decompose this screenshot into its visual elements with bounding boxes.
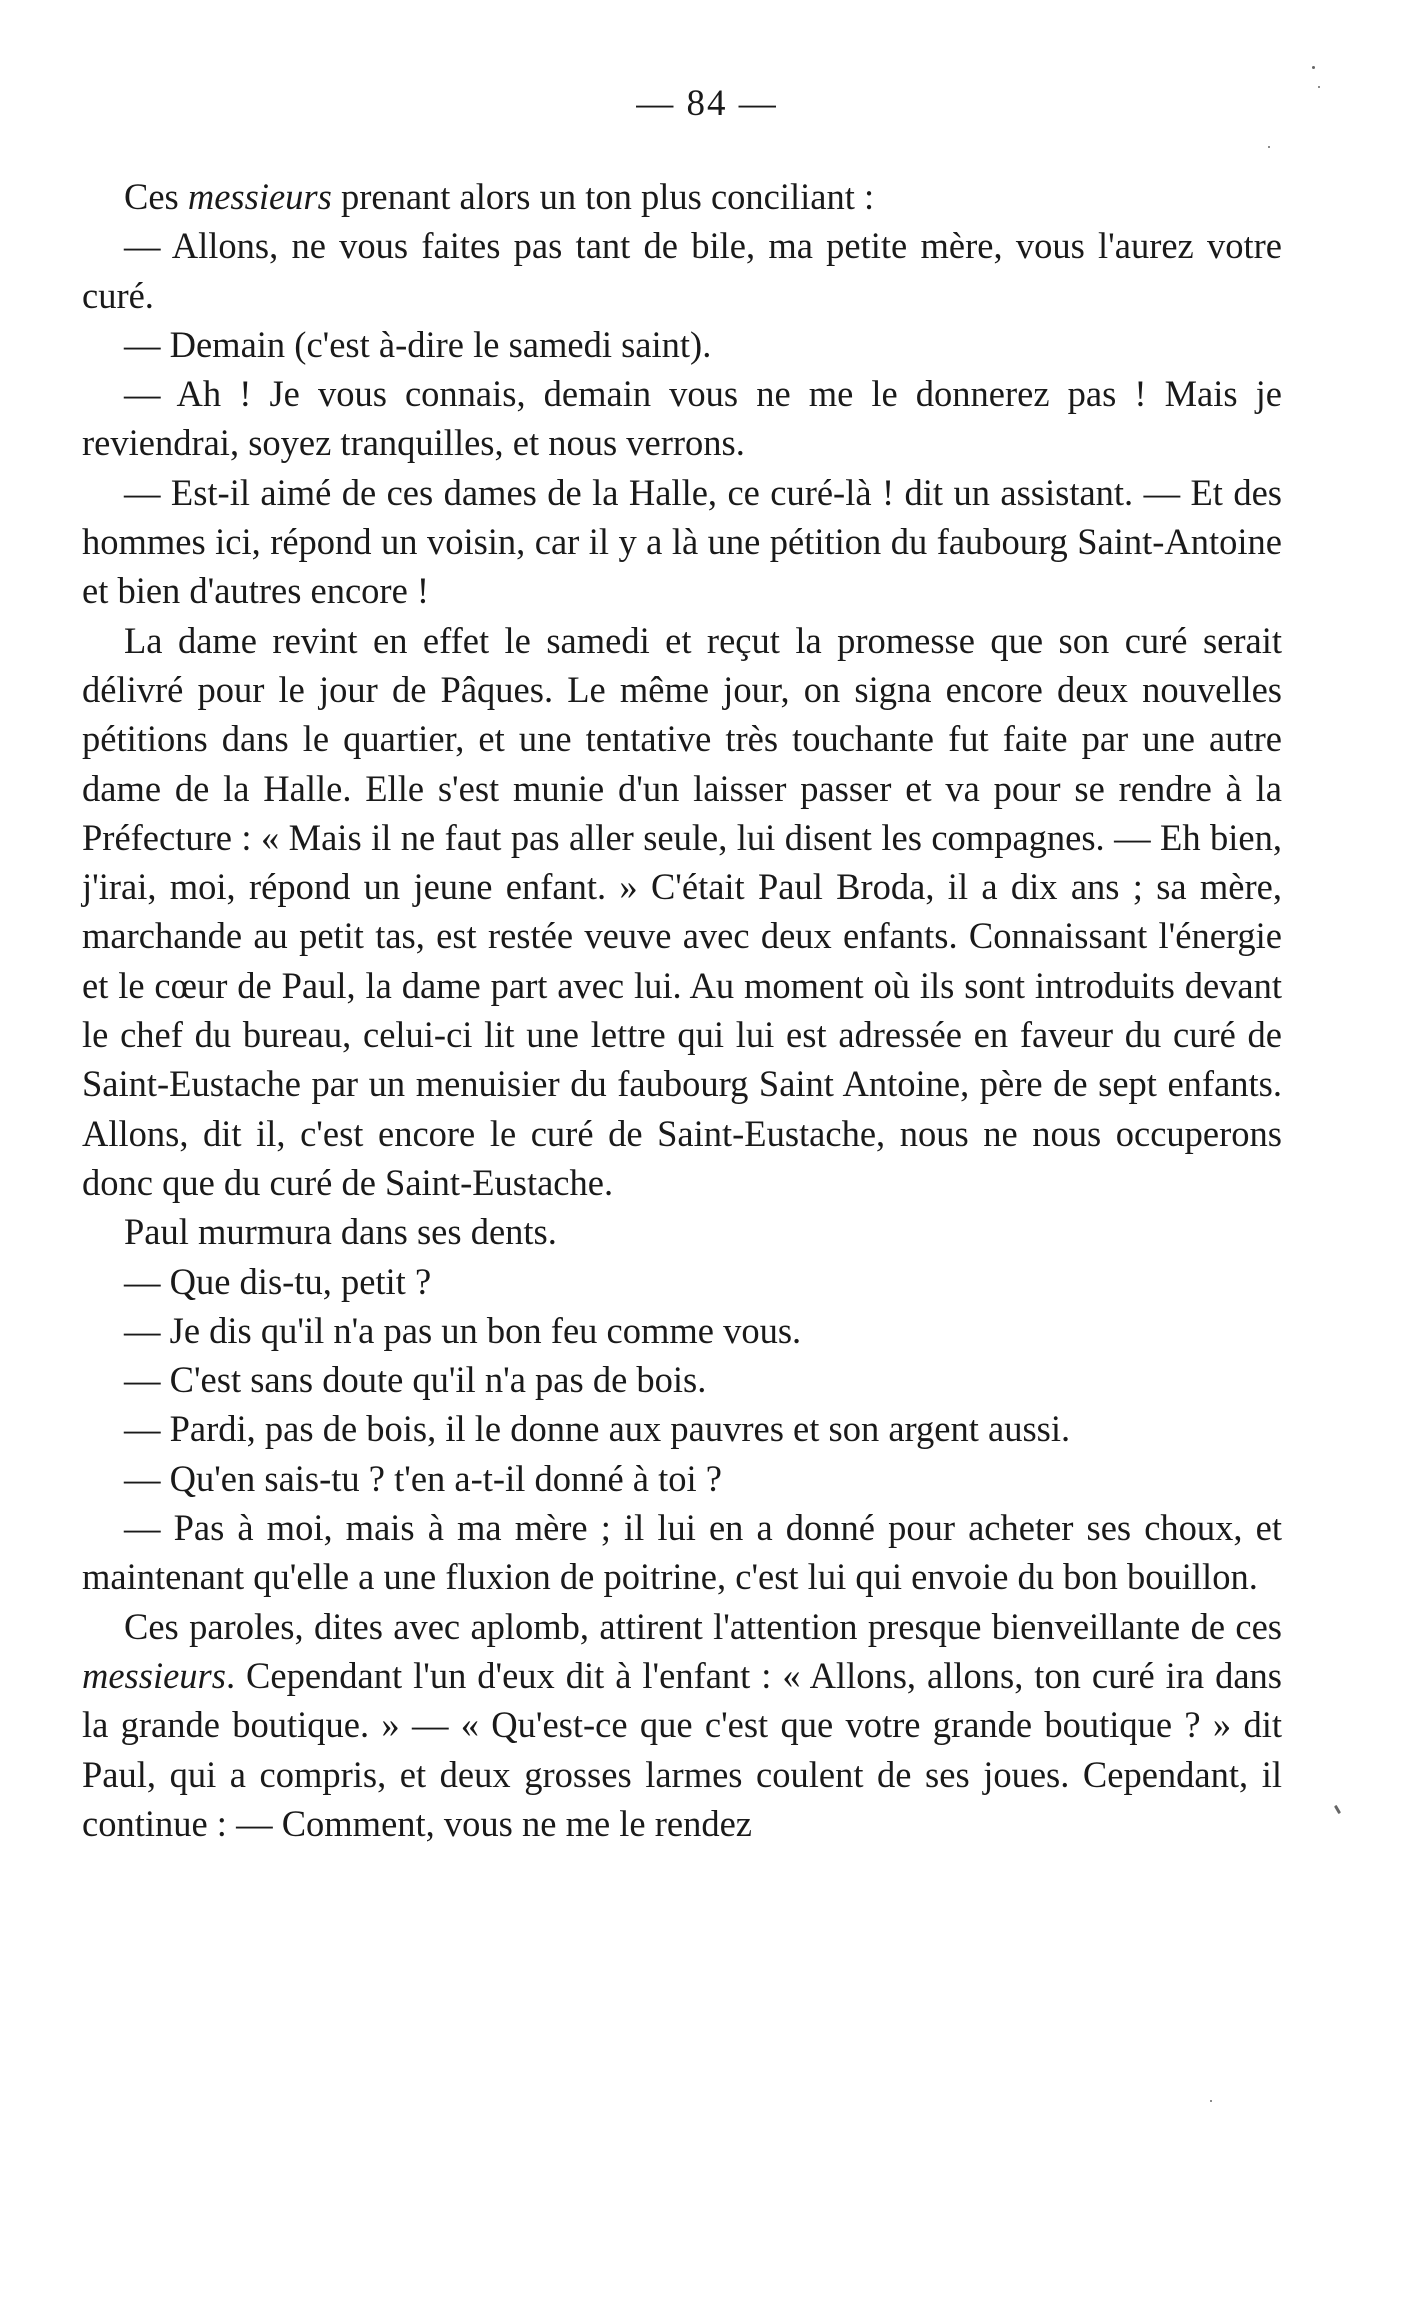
paragraph: La dame revint en effet le samedi et reçut la promesse que son curé serait délivré pour le jour de Pâques. Le même jour, on signa encore deux nouvelles pétitions dans le quartier, et une tentative très touchante fut faite par une autre dame de la Halle. Elle s'est munie d'un laisser passer et va pour se rendre à la Préfecture : « Mais il ne faut pas aller seule, lui disent les compagnes. — Eh bien, j'irai, moi, répond un jeune enfant. » C'était Paul Broda, il a dix ans ; sa mère, marchande au petit tas, est restée veuve avec deux enfants. Connaissant l'énergie et le cœur de Paul, la dame part avec lui. Au moment où ils sont introduits devant le chef du bureau, celui-ci lit une lettre qui lui est adressée en faveur du curé de Saint-Eustache par un menuisier du faubourg Saint Antoine, père de sept enfants. Allons, dit il, c'est encore le curé de Saint-Eustache, nous ne nous occuperons donc que du curé de Saint-Eustache. <box>82 619 1282 1203</box>
body-text <box>82 172 1282 1848</box>
paragraph: — Est-il aimé de ces dames de la Halle, ce curé-là ! dit un assistant. — Et des hommes ici, répond un voisin, car il y a là une pétition du faubourg Saint-Antoine et bien d'autres encore ! <box>82 471 1282 612</box>
paragraph: Ces messieurs prenant alors un ton plus conciliant : <box>124 176 875 217</box>
paragraph: — C'est sans doute qu'il n'a pas de bois. <box>124 1359 707 1401</box>
paragraph: — Que dis-tu, petit ? <box>124 1260 432 1302</box>
paragraph: — Ah ! Je vous connais, demain vous ne me le donnerez pas ! Mais je reviendrai, soyez tranquilles, et nous verrons. <box>82 373 1282 464</box>
italic-word: messieurs <box>187 176 332 217</box>
italic-word: messieurs <box>82 1654 226 1696</box>
paragraph: — Demain (c'est à-dire le samedi saint). <box>124 323 712 365</box>
paragraph: — Je dis qu'il n'a pas un bon feu comme vous. <box>124 1309 802 1351</box>
paragraph: — Allons, ne vous faites pas tant de bile, ma petite mère, vous l'aurez votre curé. <box>82 225 1282 316</box>
paragraph: Ces paroles, dites avec aplomb, attirent l'attention presque bienveillante de ces messieurs. Cependant l'un d'eux dit à l'enfant : « Allons, allons, ton curé ira dans la grande boutique. » — « Qu'est-ce que c'est que votre grande boutique ? » dit Paul, qui a compris, et deux grosses larmes coulent de ses joues. Cependant, il continue : — Comment, vous ne me le rendez <box>82 1605 1282 1844</box>
paragraph: — Qu'en sais-tu ? t'en a-t-il donné à toi ? <box>124 1457 722 1499</box>
paragraph: — Pardi, pas de bois, il le donne aux pauvres et son argent aussi. <box>124 1408 1071 1450</box>
paragraph: — Pas à moi, mais à ma mère ; il lui en a donné pour acheter ses choux, et maintenant qu'elle a une fluxion de poitrine, c'est lui qui envoie du bon bouillon. <box>82 1507 1282 1598</box>
paragraph: Paul murmura dans ses dents. <box>124 1211 557 1253</box>
page-number: — 84 — <box>636 83 778 124</box>
